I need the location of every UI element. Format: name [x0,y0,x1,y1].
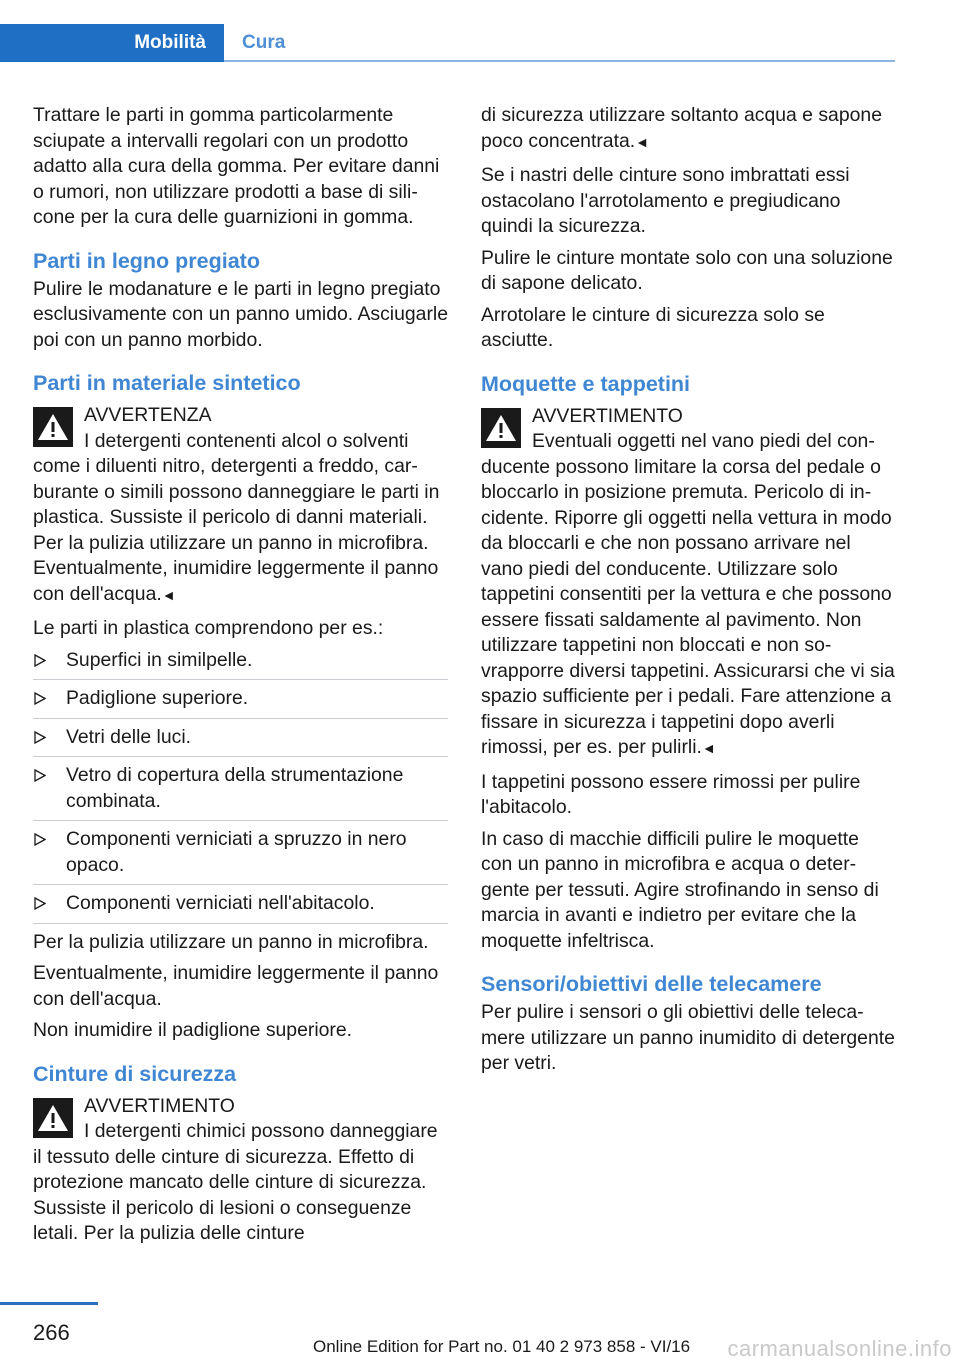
warning-text: I detergenti contenenti alcol o solventi come i diluenti nitro, detergenti a freddo, carburante o simili possono danneggiare le parti in plastica. Sussiste il pericolo di danni materiali. Per la pulizia utilizzare un panno in microfibra. Eventualmente, inumidire leggermente il panno con dell'acqua. [33,429,440,605]
heading-carpet: Moquette e tappetini [481,371,691,396]
page-header [0,0,895,62]
warning-text: Eventuali oggetti nel vano piedi del conducente possono limitare la corsa del pedale o bloccarlo in posizione premuta. Pericolo di incidente. Riporre gli oggetti nella vettura in modo da bloccarli e che non possano arrivare nel vano piedi del conducente. Utilizzare solo tappetini consentiti per la vettura e che possono essere fissati saldamente al pavimento. Non utilizzare tappetini non bloccati e non sovrapporre diversi tappetini. Assicurarsi che vi sia spazio sufficiente per i pedali. Fare attenzione a fissare in sicurezza i tappetini dopo averli rimossi, per es. per pulirli. [481,430,895,758]
bullet-triangle-icon [34,897,46,910]
list-item: Padiglione superiore. [33,686,448,719]
list-item: Vetro di copertura della strumentazione combinata. [33,763,448,821]
warning-icon [481,408,521,448]
page-number: 266 [33,1320,70,1345]
bullet-triangle-icon [34,769,46,782]
bullet-triangle-icon [34,731,46,744]
warning-title: AVVERTIMENTO [84,1094,235,1117]
paragraph-rubber: Trattare le parti in gomma particolarmente sciupate a intervalli regolari con un prodotto adatto alla cura della gomma. Per evitare danni o rumori, non utilizzare prodotti a base di silicone per la cura delle guarnizioni in gomma. [33,104,440,228]
tab-mobilita[interactable] [0,24,224,62]
warning-belts-continued: di sicurezza utilizzare soltanto acqua e sapone poco concentrata.◄ [481,104,882,152]
paragraph-moisten: Eventualmente, inumidire leggermente il panno con dell'acqua. [33,962,439,1010]
warning-synthetic [33,403,448,608]
paragraph-microfiber: Per la pulizia utilizzare un panno in microfibra. [33,930,429,953]
warning-icon [33,1098,73,1138]
paragraph-sensors: Per pulire i sensori o gli obiettivi delle telecamere utilizzare un panno inumidito di detergente per vetri. [481,1001,895,1074]
edition-note: Online Edition for Part no. 01 40 2 973 858 - VI/16 [313,1337,691,1356]
end-mark: ◄ [635,133,650,150]
list-item: Componenti verniciati nell'abitacolo. [33,891,448,924]
warning-carpet [481,404,895,762]
warning-title: AVVERTENZA [84,404,212,426]
paragraph-belts-clean: Pulire le cinture montate solo con una soluzione di sapone delicato. [481,246,893,294]
heading-sensors: Sensori/obiettivi delle telecamere [481,972,822,996]
right-column [481,103,895,1083]
bullet-triangle-icon [34,833,46,846]
end-mark: ◄ [161,586,176,603]
paragraph-wood: Pulire le modanature e le parti in legno pregiato esclusivamente con un panno umido. Asciugarle poi con un panno morbido. [33,277,448,351]
paragraph-stains: In caso di macchie difficili pulire le moquette con un panno in microfibra e acqua o detergente per tessuti. Agire strofinando in senso di marcia in avanti e indietro per evitare che la moquette infeltrisca. [481,827,879,952]
header-divider [224,60,895,62]
warning-belts [33,1094,448,1247]
paragraph-belts-roll: Arrotolare le cinture di sicurezza solo se asciutte. [481,303,825,351]
heading-wood: Parti in legno pregiato [33,248,260,273]
paragraph-plastic-intro: Le parti in plastica comprendono per es.: [33,617,384,639]
paragraph-mats-removable: I tappetini possono essere rimossi per pulire l'abitacolo. [481,770,861,818]
warning-title: AVVERTIMENTO [532,404,683,427]
paragraph-headliner: Non inumidire il padiglione superiore. [33,1019,353,1041]
heading-synthetic: Parti in materiale sintetico [33,371,301,395]
left-column [33,103,448,1255]
list-item: Componenti verniciati a spruzzo in nero opaco. [33,827,448,885]
end-mark: ◄ [701,740,716,756]
watermark: carmanualsonline.info [727,1336,952,1361]
plastic-parts-list [33,648,448,924]
bullet-triangle-icon [34,692,46,705]
warning-text: I detergenti chimici possono danneggiare il tessuto delle cinture di sicurezza. Effetto di protezione mancato delle cinture di sicurezza. Sussiste il pericolo di lesioni o conseguenze letali. Per la pulizia delle cinture [33,1120,438,1244]
list-item: Superfici in similpelle. [33,648,448,681]
list-item: Vetri delle luci. [33,725,448,758]
warning-icon [33,407,73,447]
footer-divider [0,1302,98,1305]
paragraph-belts-dirty: Se i nastri delle cinture sono imbrattati essi ostacolano l'arrotolamento e pregiudicano quindi la sicurezza. [481,164,850,237]
tab-mobilita-label: Mobilità [134,32,206,53]
tab-cura[interactable]: Cura [242,32,286,53]
heading-belts: Cinture di sicurezza [33,1061,237,1086]
bullet-triangle-icon [34,654,46,667]
